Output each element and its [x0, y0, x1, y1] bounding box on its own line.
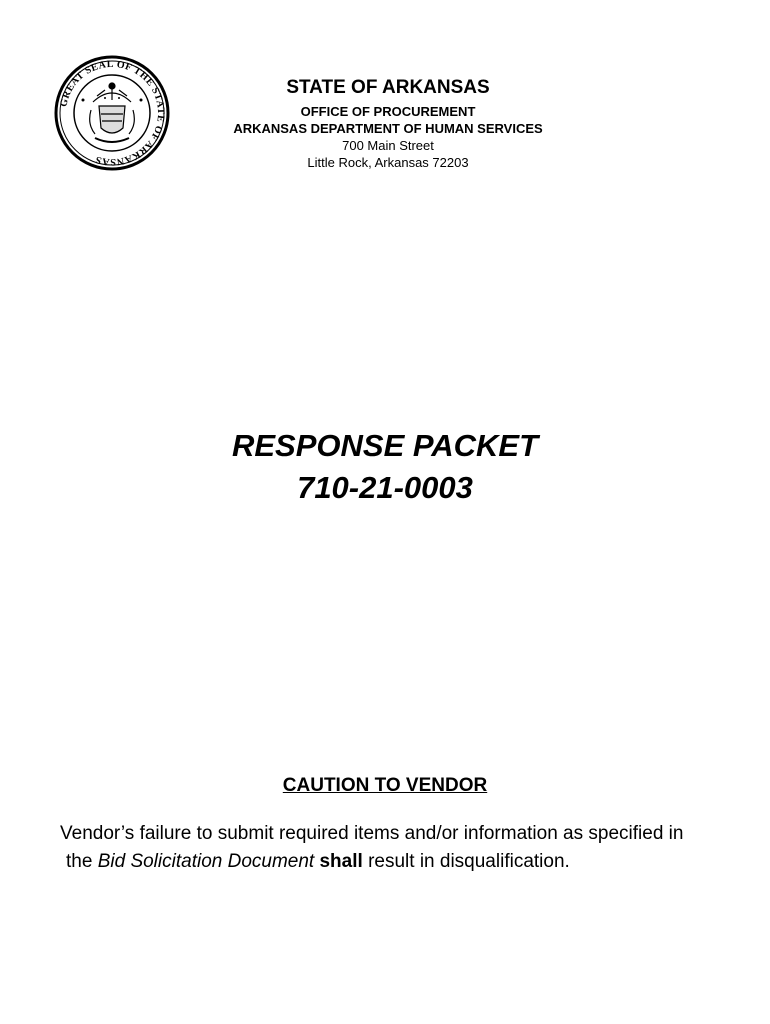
- packet-number: 710-21-0003: [297, 470, 473, 505]
- packet-title: RESPONSE PACKET: [231, 428, 539, 463]
- city-address: Little Rock, Arkansas 72203: [307, 155, 469, 170]
- notice-prefix: the: [66, 851, 98, 872]
- notice-line-1: Vendor’s failure to submit required items and/or information as specified in: [60, 823, 684, 844]
- state-name: STATE OF ARKANSAS: [286, 77, 490, 98]
- caution-notice: [60, 820, 740, 876]
- office-name: OFFICE OF PROCUREMENT: [300, 104, 476, 119]
- street-address: 700 Main Street: [342, 138, 434, 153]
- department-name: ARKANSAS DEPARTMENT OF HUMAN SERVICES: [233, 121, 543, 136]
- notice-line-2: [60, 848, 740, 876]
- notice-document-name: Bid Solicitation Document: [97, 851, 315, 872]
- caution-heading: CAUTION TO VENDOR: [282, 775, 488, 796]
- agency-header: [220, 76, 556, 171]
- notice-suffix: result in disqualification.: [362, 851, 570, 872]
- seal-ring-text: GREAT SEAL OF THE STATE OF ARKANSAS: [58, 58, 167, 168]
- state-seal-icon: [53, 54, 171, 172]
- notice-emphasis: shall: [319, 851, 363, 872]
